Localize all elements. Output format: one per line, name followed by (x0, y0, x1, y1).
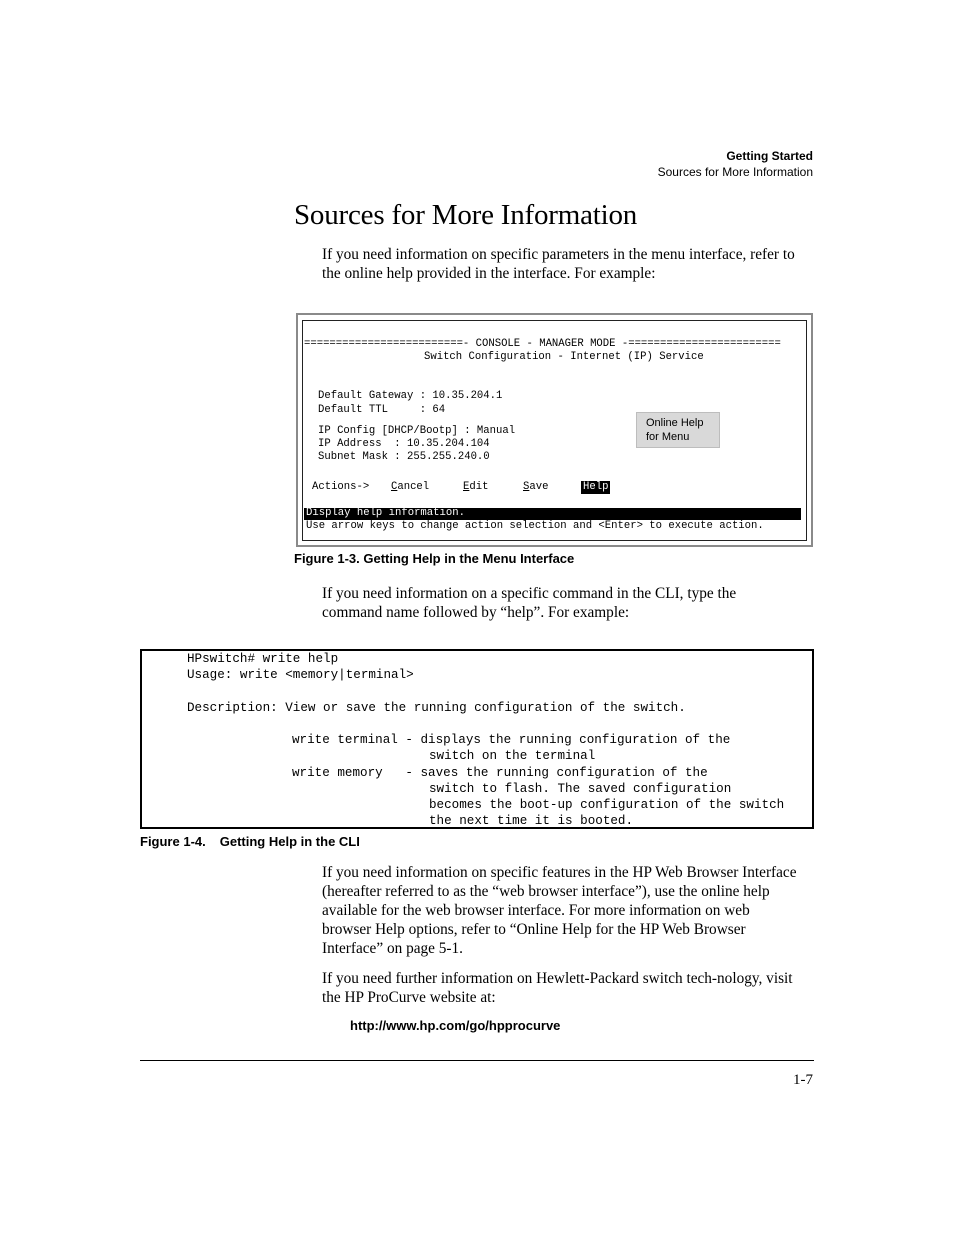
web-browser-paragraph: If you need information on specific features in the HP Web Browser Interface (hereafter referred to as the “web browser interface”), use the online help available for the web browser interface. For more information on web browser Help options, refer to “Online Help for the HP Web Browser Interface” on page 5-1. (322, 864, 797, 957)
cli-help-example (140, 649, 814, 829)
help-action-selected: Help (583, 481, 609, 493)
default-ttl-field: Default TTL : 64 (318, 404, 446, 416)
further-info-paragraph: If you need further information on Hewlett-Packard switch tech-nology, visit the HP ProCurve website at: (322, 970, 793, 1006)
figure-1-4-title: Getting Help in the CLI (219, 834, 360, 849)
cli-write-memory-continuation-2: becomes the boot-up configuration of the switch (429, 798, 785, 812)
cli-usage-line: Usage: write <memory|terminal> (187, 668, 414, 682)
intro-paragraph: If you need information on specific parameters in the menu interface, refer to the online help provided in the interface. For example: (322, 246, 795, 282)
running-header-chapter: Getting Started (726, 149, 813, 163)
figure-1-3-caption: Figure 1-3. Getting Help in the Menu Interface (294, 551, 575, 566)
page-number: 1-7 (793, 1072, 813, 1088)
menu-interface-screenshot (296, 313, 813, 547)
subnet-mask-field: Subnet Mask : 255.255.240.0 (318, 451, 490, 463)
console-hint-text: Use arrow keys to change action selection and <Enter> to execute action. (306, 520, 764, 532)
console-screen-title: Switch Configuration - Internet (IP) Service (424, 351, 704, 363)
procurve-website-link[interactable]: http://www.hp.com/go/hpprocurve (350, 1018, 561, 1033)
cli-write-memory-continuation-3: the next time it is booted. (429, 814, 634, 828)
cli-write-memory-line: write memory - saves the running configuration of the (292, 766, 708, 780)
console-banner: =========================- CONSOLE - MANAGER MODE -======================== (304, 338, 781, 350)
page-title: Sources for More Information (294, 199, 638, 231)
cli-paragraph: If you need information on a specific command in the CLI, type the command name followed by “help”. For example: (322, 585, 737, 621)
cli-write-terminal-continuation: switch on the terminal (429, 749, 596, 763)
cancel-action: Cancel (391, 481, 430, 493)
cli-write-terminal-line: write terminal - displays the running configuration of the (292, 733, 731, 747)
ip-config-field: IP Config [DHCP/Bootp] : Manual (318, 425, 516, 437)
figure-1-4-caption (140, 834, 360, 850)
running-header-section: Sources for More Information (657, 165, 813, 179)
cli-write-memory-continuation-1: switch to flash. The saved configuration (429, 782, 732, 796)
default-gateway-field: Default Gateway : 10.35.204.1 (318, 390, 503, 402)
ip-address-field: IP Address : 10.35.204.104 (318, 438, 490, 450)
edit-action: Edit (463, 481, 489, 493)
callout-line-1: Online Help (646, 417, 704, 429)
callout-line-2: for Menu (646, 431, 690, 443)
actions-label: Actions-> (312, 481, 370, 493)
cli-command-line: HPswitch# write help (187, 652, 339, 666)
figure-1-4-number: Figure 1-4. (140, 834, 206, 849)
console-status-text: Display help information. (306, 507, 465, 519)
save-action: Save (523, 481, 549, 493)
footer-rule (140, 1060, 814, 1061)
online-help-callout (636, 412, 720, 448)
cli-description-line: Description: View or save the running configuration of the switch. (187, 701, 686, 715)
